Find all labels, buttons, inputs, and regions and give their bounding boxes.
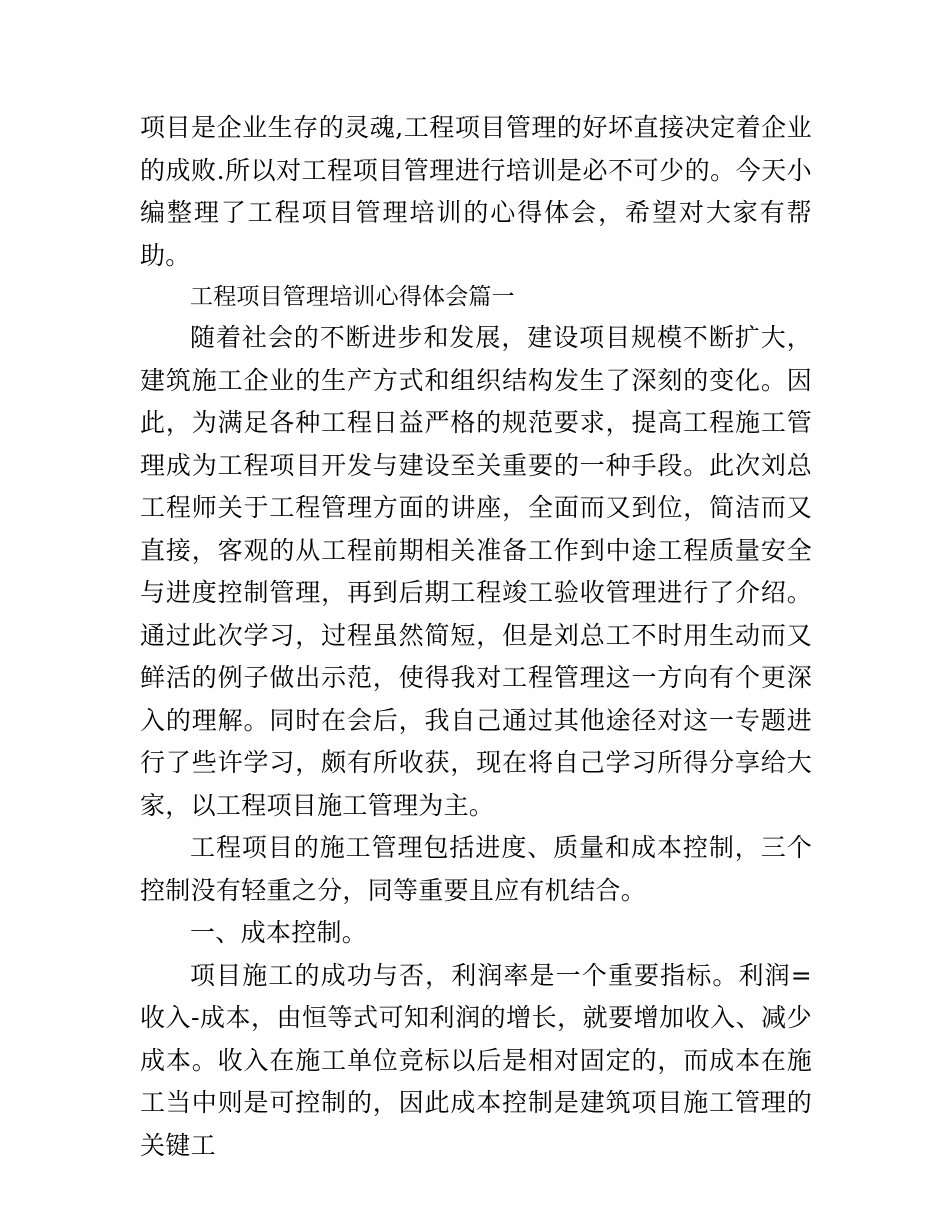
subsection-heading: 一、成本控制。 — [190, 918, 368, 947]
body-paragraph: 项目施工的成功与否，利润率是一个重要指标。利润=收入-成本，由恒等式可知利润的增长，就要增加收入、减少成本。收入在施工单位竞标以后是相对固定的，而成本在施工当中则是可控制的，因此成本控制是建筑项目施工管理的关键工 — [140, 960, 812, 1160]
intro-paragraph: 项目是企业生存的灵魂,工程项目管理的好坏直接决定着企业的成败.所以对工程项目管理进行培训是必不可少的。今天小编整理了工程项目管理培训的心得体会，希望对大家有帮助。 — [140, 113, 812, 270]
body-paragraph: 随着社会的不断进步和发展，建设项目规模不断扩大，建筑施工企业的生产方式和组织结构发生了深刻的变化。因此，为满足各种工程日益严格的规范要求，提高工程施工管理成为工程项目开发与建设至关重要的一种手段。此次刘总工程师关于工程管理方面的讲座，全面而又到位，简洁而又直接，客观的从工程前期相关准备工作到中途工程质量安全与进度控制管理，再到后期工程竣工验收管理进行了介绍。通过此次学习，过程虽然简短，但是刘总工不时用生动而又鲜活的例子做出示范，使得我对工程管理这一方向有个更深入的理解。同时在会后，我自己通过其他途径对这一专题进行了些许学习，颇有所收获，现在将自己学习所得分享给大家，以工程项目施工管理为主。 — [140, 323, 812, 820]
section-title: 工程项目管理培训心得体会篇一 — [190, 284, 515, 310]
body-paragraph: 工程项目的施工管理包括进度、质量和成本控制，三个控制没有轻重之分，同等重要且应有机结合。 — [140, 833, 812, 905]
document-body — [140, 107, 812, 1167]
